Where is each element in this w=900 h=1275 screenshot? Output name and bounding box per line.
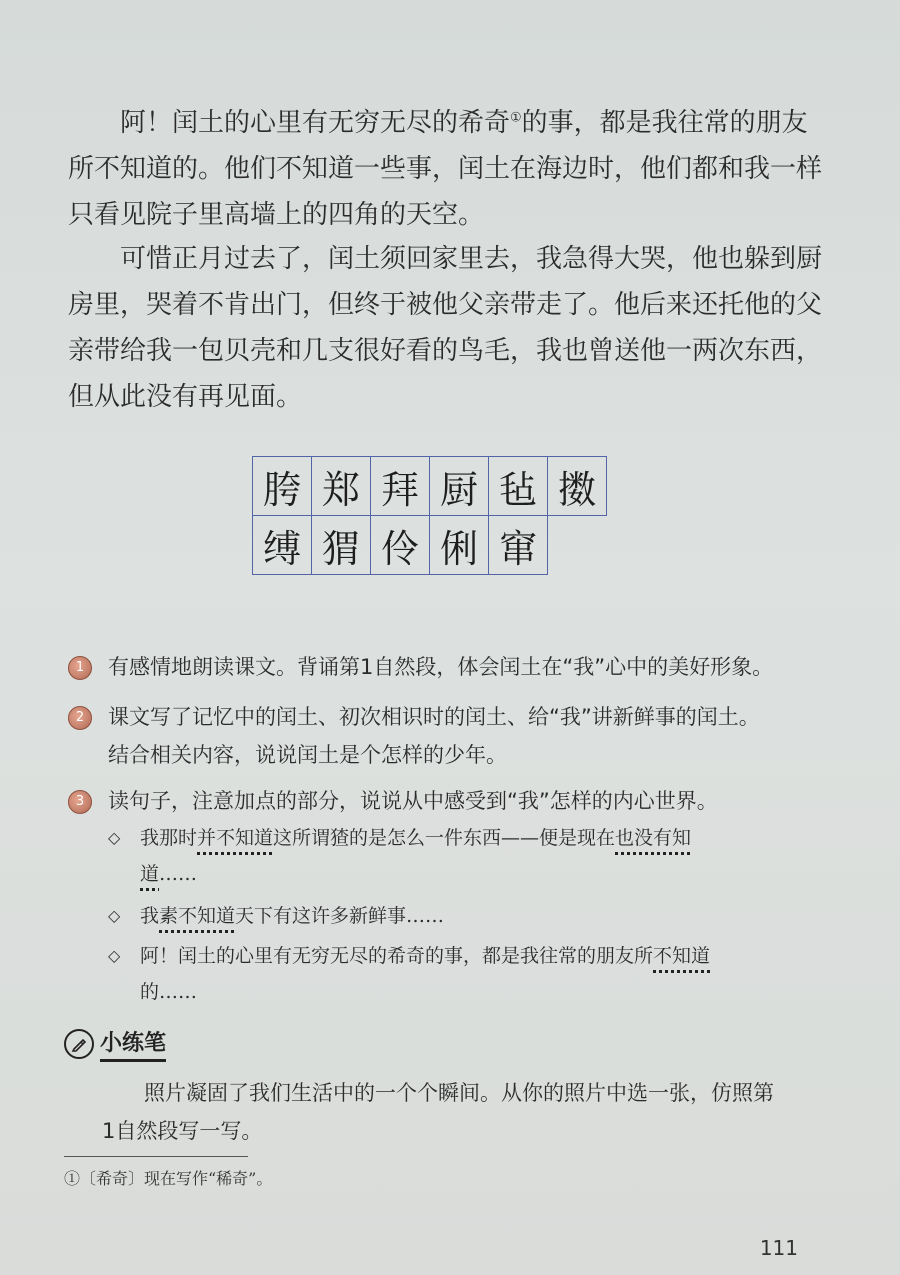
paragraph-line: 房里，哭着不肯出门，但终于被他父亲带走了。他后来还托他的父 <box>68 290 823 320</box>
question-1 <box>68 648 828 686</box>
question-number-badge: 1 <box>68 656 92 680</box>
paragraph-2 <box>68 236 823 420</box>
diamond-icon: ◇ <box>108 828 121 847</box>
footnote-divider <box>64 1156 248 1157</box>
question-text: 课文写了记忆中的闰土、初次相识时的闰土、给“我”讲新鲜事的闰土。 <box>108 705 760 729</box>
practice-title: 小练笔 <box>100 1026 166 1062</box>
emphasis-dots: 不知道 <box>653 945 711 967</box>
character-cell: 窜 <box>488 515 548 575</box>
page-number: 111 <box>759 1236 798 1260</box>
practice-header <box>64 1026 166 1062</box>
character-cell: 俐 <box>429 515 489 575</box>
paragraph-1 <box>68 100 823 238</box>
emphasis-dots: 道 <box>140 863 160 885</box>
diamond-icon: ◇ <box>108 946 121 965</box>
paragraph-line: 亲带给我一包贝壳和几支很好看的鸟毛，我也曾送他一两次东西， <box>68 336 823 366</box>
paragraph-line: 但从此没有再见面。 <box>68 382 303 412</box>
paragraph-line: 所不知道的。他们不知道一些事，闰土在海边时，他们都和我一样 <box>68 154 823 184</box>
grid-row-1 <box>252 456 606 515</box>
character-cell: 伶 <box>370 515 430 575</box>
sentence-item-1: ◇ 我那时并不知道这所谓猹的是怎么一件东西——便是现在也没有知 道…… <box>108 820 828 892</box>
character-cell: 拜 <box>370 456 430 516</box>
practice-prompt <box>102 1074 822 1150</box>
question-3 <box>68 782 828 820</box>
question-2 <box>68 698 828 774</box>
character-cell: 郑 <box>311 456 371 516</box>
character-cell: 胯 <box>252 456 312 516</box>
paragraph-line: 可惜正月过去了，闰土须回家里去，我急得大哭，他也躲到厨 <box>120 244 823 274</box>
question-number-badge: 3 <box>68 790 92 814</box>
sentence-item-2: ◇ 我素不知道天下有这许多新鲜事…… <box>108 898 828 934</box>
character-cell: 毡 <box>488 456 548 516</box>
diamond-icon: ◇ <box>108 906 121 925</box>
emphasis-dots: 并不知道 <box>197 827 274 849</box>
question-text: 结合相关内容，说说闰土是个怎样的少年。 <box>108 743 507 767</box>
emphasis-dots: 也没有知 <box>615 827 692 849</box>
practice-line: 照片凝固了我们生活中的一个个瞬间。从你的照片中选一张，仿照第 <box>144 1081 774 1105</box>
emphasis-dots: 素不知道 <box>159 905 236 927</box>
sentence-item-3: ◇ 阿！闰土的心里有无穷无尽的希奇的事，都是我往常的朋友所不知道 的…… <box>108 938 828 1010</box>
pen-icon <box>64 1029 94 1059</box>
paragraph-line: 只看见院子里高墙上的四角的天空。 <box>68 200 485 230</box>
new-characters-grid <box>252 456 606 574</box>
footnote: ①〔希奇〕现在写作“稀奇”。 <box>64 1169 273 1188</box>
question-text: 读句子，注意加点的部分，说说从中感受到“我”怎样的内心世界。 <box>108 789 718 813</box>
character-cell: 厨 <box>429 456 489 516</box>
paragraph-line: 阿！闰土的心里有无穷无尽的希奇①的事，都是我往常的朋友 <box>120 108 808 138</box>
question-text: 有感情地朗读课文。背诵第1自然段，体会闰土在“我”心中的美好形象。 <box>108 655 774 679</box>
practice-line: 1自然段写一写。 <box>102 1119 263 1143</box>
example-sentences <box>108 820 828 1010</box>
character-cell: 猬 <box>311 515 371 575</box>
character-cell: 擞 <box>547 456 607 516</box>
character-cell: 缚 <box>252 515 312 575</box>
question-number-badge: 2 <box>68 706 92 730</box>
footnote-marker[interactable]: ① <box>510 110 522 126</box>
grid-row-2 <box>252 515 606 574</box>
